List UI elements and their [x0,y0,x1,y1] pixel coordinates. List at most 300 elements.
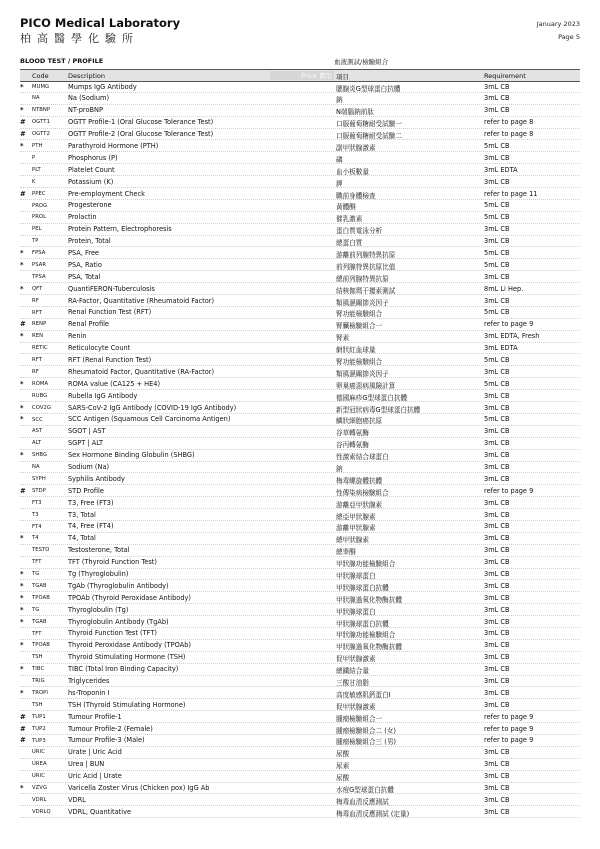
row-requirement: 3mL CB [484,653,510,662]
row-description: Na (Sodium) [68,94,110,103]
row-item-chinese: 谷草轉氨酶 [336,429,369,438]
row-code: RFT [32,357,42,364]
row-item-chinese: 梅毒血清反應測試 [336,797,389,806]
row-requirement: 3mL CB [484,272,510,281]
table-row [20,438,580,450]
table-row [20,378,580,390]
row-item-chinese: 蛋白質電泳分析 [336,227,383,236]
table-row [20,140,580,152]
table-row [20,105,580,117]
row-code: TGAB [32,583,47,589]
row-code: OGTT1 [32,119,50,126]
row-requirement: 3mL CB [484,237,510,246]
row-item-chinese: 水痘G型球蛋白抗體 [336,786,394,795]
table-row [20,735,580,747]
row-marker: # [20,736,26,745]
row-item-chinese: 類風濕關節炎因子 [336,369,389,378]
table-row [20,164,580,176]
row-requirement: 3mL EDTA [484,165,518,174]
row-code: RETIC [32,345,48,352]
row-description: Protein Pattern, Electrophoresis [68,225,172,234]
row-marker: # [20,486,26,495]
row-item-chinese: 網狀紅血球量 [336,346,376,355]
row-description: Progesterone [68,201,112,210]
row-item-chinese: 腎臟檢驗組合一 [336,322,383,331]
table-row [20,283,580,295]
row-requirement: 3mL CB [484,474,510,483]
table-row [20,580,580,592]
row-marker: * [20,605,24,614]
row-item-chinese: 腫瘤檢驗組合三 (男) [336,738,396,747]
row-requirement: 3mL CB [484,439,510,448]
row-requirement: 3mL CB [484,153,510,162]
table-row [20,783,580,795]
row-marker: * [20,688,24,697]
table-row [20,200,580,212]
row-description: TIBC (Total Iron Binding Capacity) [68,665,179,674]
row-requirement: refer to page 8 [484,118,534,127]
column-header-price: Price 費用 [270,71,334,80]
row-item-chinese: 職前身體檢查 [336,191,376,200]
row-description: Uric Acid | Urate [68,772,122,781]
table-row [20,640,580,652]
row-code: P [32,154,36,161]
row-requirement: 3mL CB [484,403,510,412]
row-marker: # [20,712,26,721]
row-code: RF [32,297,39,304]
row-description: STD Profile [68,486,104,495]
row-description: Thyroid Stimulating Hormone (TSH) [68,653,186,662]
row-requirement: 3mL CB [484,593,510,602]
row-requirement: 3mL CB [484,177,510,186]
row-requirement: 3mL EDTA [484,344,518,353]
table-row [20,212,580,224]
column-header-description: Description [68,72,106,80]
row-requirement: 5mL CB [484,201,510,210]
row-code: TESTO [32,547,50,554]
row-marker: * [20,593,24,602]
row-requirement: 5mL CB [484,308,510,317]
row-code: UREA [32,761,47,768]
row-description: Platelet Count [68,165,115,174]
row-code: VZVG [32,785,48,792]
row-requirement: 5mL CB [484,248,510,257]
row-item-chinese: 尿酸 [336,750,350,759]
row-description: Phosphorus (P) [68,153,118,162]
table-row [20,521,580,533]
table-row [20,569,580,581]
row-item-chinese: 甲狀腺球蛋白 [336,607,376,616]
row-item-chinese: 梅毒血清反應測試 (定量) [336,809,410,818]
table-row [20,354,580,366]
table-row [20,366,580,378]
row-description: Thyroid Function Test (TFT) [68,629,157,638]
row-item-chinese: 尿酸 [336,774,350,783]
table-row [20,533,580,545]
row-requirement: 3mL CB [484,498,510,507]
lab-name: PICO Medical Laboratory [20,16,181,30]
row-requirement: 3mL CB [484,82,510,91]
row-item-chinese: 鉀 [336,179,343,188]
row-marker: * [20,415,24,424]
row-description: Prolactin [68,213,97,222]
section-title-chinese: 血液測試/檢驗組合 [334,58,389,66]
row-marker: * [20,82,24,91]
table-row [20,390,580,402]
row-code: TUP1 [32,713,46,720]
row-marker: * [20,784,24,793]
row-requirement: 5mL CB [484,355,510,364]
row-code: TIBC [32,666,45,673]
row-description: Triglycerides [68,677,110,686]
table-row [20,450,580,462]
row-requirement: 3mL CB [484,463,510,471]
row-item-chinese: 梅毒螺旋體抗體 [336,476,383,485]
row-code: RF [32,368,39,375]
column-header-item: 項目 [336,73,349,81]
table-row [20,723,580,735]
row-marker: * [20,581,24,590]
row-requirement: 3mL CB [484,665,510,674]
row-item-chinese: 總蛋白質 [336,239,363,248]
table-row [20,509,580,521]
lab-name-chinese: 柏高醫學化驗所 [20,32,139,45]
table-row [20,604,580,616]
table-row [20,652,580,664]
row-code: NA [32,464,40,471]
row-code: STDP [32,487,46,494]
row-item-chinese: 催乳激素 [336,215,363,224]
row-requirement: 3mL CB [484,510,510,519]
row-description: VDRL, Quantitative [68,807,132,816]
row-code: PSAR [32,261,47,268]
row-code: VDRL [32,797,47,804]
row-description: PSA, Total [68,272,101,281]
row-code: AST [32,428,43,435]
row-marker: * [20,403,24,412]
row-requirement: 3mL CB [484,748,510,757]
row-requirement: refer to page 9 [484,486,534,495]
row-marker: * [20,534,24,543]
row-item-chinese: 磷 [336,155,343,164]
row-item-chinese: 甲狀腺過氧化物酶抗體 [336,595,402,604]
row-code: MUMG [32,83,50,90]
row-description: OGTT Profile-1 (Oral Glucose Tolerance Test) [68,118,214,127]
row-code: TFT [32,559,42,566]
row-description: SARS-CoV-2 IgG Antibody (COVID-19 IgG Antibody) [68,403,237,412]
table-row [20,616,580,628]
row-code: T3 [32,511,39,518]
row-item-chinese: 谷丙轉氨酶 [336,441,369,450]
row-item-chinese: 尿素 [336,762,350,771]
table-row [20,331,580,343]
row-code: TPSA [32,273,46,280]
row-item-chinese: 三酸甘油脂 [336,679,369,688]
row-item-chinese: 游離亞甲狀腺素 [336,500,383,509]
row-marker: * [20,641,24,650]
row-code: K [32,178,36,185]
row-requirement: 3mL CB [484,391,510,400]
row-code: PROL [32,214,47,221]
row-item-chinese: 口服葡萄糖耐受試驗一 [336,120,402,129]
row-code: TROPI [32,690,49,697]
table-row [20,247,580,259]
row-item-chinese: 甲狀腺過氧化物酶抗體 [336,643,402,652]
row-description: TgAb (Thyroglobulin Antibody) [68,581,169,590]
row-description: Rheumatoid Factor, Quantitative (RA-Factor) [68,367,215,376]
row-item-chinese: 腫瘤檢驗組合一 [336,714,383,723]
row-code: TUP2 [32,725,46,732]
row-code: URIC [32,749,45,756]
row-description: Thyroglobulin (Tg) [68,605,129,614]
row-code: QFT [32,285,43,292]
row-code: TSH [32,654,43,661]
row-marker: * [20,141,24,150]
row-item-chinese: 促甲狀腺激素 [336,655,376,664]
row-marker: * [20,260,24,269]
row-requirement: 3mL CB [484,629,510,638]
table-row [20,806,580,818]
row-description: Syphilis Antibody [68,474,125,483]
row-description: RA-Factor, Quantitative (Rheumatoid Factor) [68,296,215,305]
row-requirement: 3mL CB [484,688,510,697]
table-row [20,307,580,319]
row-code: TRIG [32,678,45,685]
row-description: Thyroglobulin Antibody (TgAb) [68,617,169,626]
row-item-chinese: 甲狀腺球蛋白 [336,572,376,581]
row-marker: # [20,130,26,139]
table-row [20,224,580,236]
row-item-chinese: 高度敏感肌鈣蛋白I [336,690,391,699]
row-marker: * [20,451,24,460]
row-requirement: 3mL CB [484,94,510,103]
row-item-chinese: 類風濕關節炎因子 [336,298,389,307]
row-item-chinese: 鱗狀細胞癌抗原 [336,417,383,426]
row-code: REN [32,333,44,340]
row-code: VDRLQ [32,808,51,815]
test-table-body [20,81,580,818]
table-row [20,188,580,200]
row-code: TP [32,238,39,245]
row-requirement: 3mL CB [484,700,510,709]
row-code: SHBG [32,452,48,459]
row-description: Rubella IgG Antibody [68,391,138,400]
row-description: Mumps IgG Antibody [68,82,137,91]
table-row [20,687,580,699]
row-item-chinese: 腮腺炎G型球蛋白抗體 [336,84,401,93]
row-item-chinese: 甲狀腺功能檢驗組合 [336,631,396,640]
row-item-chinese: 總鐵結合量 [336,667,369,676]
row-description: PSA, Free [68,248,99,257]
table-row [20,699,580,711]
row-code: FT3 [32,499,42,506]
row-code: SCC [32,416,43,423]
row-description: TSH (Thyroid Stimulating Hormone) [68,700,186,709]
row-description: TPOAb (Thyroid Peroxidase Antibody) [68,593,191,602]
row-marker: * [20,248,24,257]
table-row [20,759,580,771]
row-requirement: 3mL CB [484,641,510,650]
row-description: Urea | BUN [68,760,105,769]
row-code: COV2G [32,404,51,411]
row-item-chinese: 總前列腺特異抗原 [336,274,389,283]
table-row [20,497,580,509]
table-row [20,129,580,141]
row-description: Renin [68,332,87,341]
row-description: SGOT | AST [68,427,106,436]
page-number: Page 5 [558,33,580,41]
row-code: ROMA [32,380,49,387]
row-marker: # [20,189,26,198]
row-requirement: 3mL CB [484,617,510,626]
row-marker: * [20,332,24,341]
table-row [20,319,580,331]
row-requirement: refer to page 9 [484,724,534,733]
row-description: TFT (Thyroid Function Test) [68,558,157,567]
document-date: January 2023 [536,20,580,28]
row-requirement: 8mL Li Hep. [484,284,524,293]
table-row [20,545,580,557]
row-requirement: 3mL CB [484,451,510,460]
row-code: PTH [32,143,43,150]
column-header-code: Code [32,72,49,80]
row-code: PPEC [32,190,46,197]
row-marker: * [20,570,24,579]
row-requirement: 5mL CB [484,260,510,269]
row-code: RFT [32,309,42,316]
row-description: T4, Free (FT4) [68,522,114,531]
row-description: SCC Antigen (Squamous Cell Carcinoma Antigen) [68,415,231,424]
table-row [20,592,580,604]
row-item-chinese: 腎功能檢驗組合 [336,357,383,366]
row-requirement: refer to page 9 [484,712,534,721]
row-requirement: 3mL CB [484,558,510,567]
row-description: T3, Total [68,510,96,519]
row-requirement: 3mL CB [484,760,510,769]
row-requirement: 3mL CB [484,807,510,816]
row-item-chinese: 甲狀腺球蛋白抗體 [336,583,389,592]
table-row [20,259,580,271]
row-description: Thyroid Peroxidase Antibody (TPOAb) [68,641,191,650]
row-description: Renal Function Test (RFT) [68,308,152,317]
row-description: RFT (Renal Function Test) [68,355,152,364]
row-requirement: 3mL CB [484,784,510,793]
row-requirement: 5mL CB [484,415,510,424]
row-requirement: 3mL CB [484,581,510,590]
table-row [20,117,580,129]
row-description: T3, Free (FT3) [68,498,114,507]
row-item-chinese: 黃體酮 [336,203,356,212]
row-item-chinese: 腫瘤檢驗組合二 (女) [336,726,396,735]
table-row [20,93,580,105]
row-description: Urate | Uric Acid [68,748,122,757]
row-item-chinese: N端腦鈉前肽 [336,108,374,117]
row-description: Tumour Profile-3 (Male) [68,736,145,745]
row-marker: * [20,617,24,626]
row-code: PROG [32,202,48,209]
row-requirement: refer to page 8 [484,130,534,139]
table-row [20,271,580,283]
row-description: Testosterone, Total [68,546,130,555]
row-item-chinese: 結核伽瑪干擾素測試 [336,286,396,295]
row-marker: * [20,665,24,674]
section-title: BLOOD TEST / PROFILE [20,57,104,65]
table-row [20,81,580,93]
table-row [20,676,580,688]
row-description: SGPT | ALT [68,439,104,448]
row-requirement: 5mL CB [484,379,510,388]
row-requirement: 3mL CB [484,106,510,115]
row-item-chinese: 甲狀腺球蛋白抗體 [336,619,389,628]
row-code: TGAB [32,618,47,625]
row-code: TPOAB [32,642,50,649]
row-code: ALT [32,440,42,447]
row-description: ROMA value (CA125 + HE4) [68,379,161,388]
row-requirement: 3mL EDTA, Fresh [484,332,540,341]
row-code: PEL [32,226,42,233]
row-description: Tg (Thyroglobulin) [68,570,129,579]
row-requirement: 3mL CB [484,296,510,305]
row-code: TPOAB [32,594,50,601]
row-item-chinese: 腎功能檢驗組合 [336,310,383,319]
row-item-chinese: 游離甲狀腺素 [336,524,376,533]
row-requirement: 3mL CB [484,605,510,614]
row-description: VDRL [68,795,86,804]
row-item-chinese: 副甲狀腺激素 [336,143,376,152]
row-description: Renal Profile [68,320,109,329]
row-item-chinese: 總亞甲狀腺素 [336,512,376,521]
table-row [20,295,580,307]
table-row [20,628,580,640]
table-row [20,426,580,438]
row-marker: # [20,320,26,329]
row-item-chinese: 新型冠狀病毒G型球蛋白抗體 [336,405,421,414]
table-row [20,402,580,414]
table-row [20,711,580,723]
row-requirement: 3mL CB [484,795,510,804]
row-requirement: 3mL CB [484,427,510,436]
row-item-chinese: 性傳染病檢驗組合 [336,488,389,497]
row-code: PLT [32,166,41,173]
row-requirement: refer to page 9 [484,320,534,329]
row-description: Varicella Zoster Virus (Chicken pox) IgG Ab [68,784,210,793]
row-description: Parathyroid Hormone (PTH) [68,141,159,150]
table-row [20,747,580,759]
row-item-chinese: 總甲狀腺素 [336,536,369,545]
row-item-chinese: 德國麻疹G型球蛋白抗體 [336,393,408,402]
table-row [20,236,580,248]
table-row [20,176,580,188]
row-marker: # [20,118,26,127]
row-code: OGTT2 [32,131,50,138]
row-code: FT4 [32,523,42,530]
row-item-chinese: 鈉 [336,96,343,105]
row-marker: * [20,379,24,388]
row-code: TUP3 [32,737,46,744]
row-code: TG [32,606,40,613]
table-row [20,485,580,497]
table-row [20,343,580,355]
row-requirement: 3mL CB [484,522,510,531]
row-requirement: 3mL CB [484,367,510,376]
row-requirement: 3mL CB [484,546,510,555]
row-description: Sex Hormone Binding Globulin (SHBG) [68,451,195,460]
table-row [20,473,580,485]
row-description: Tumour Profile-2 (Female) [68,724,153,733]
row-marker: * [20,284,24,293]
row-code: RENP [32,321,47,328]
row-description: Reticulocyte Count [68,344,131,353]
